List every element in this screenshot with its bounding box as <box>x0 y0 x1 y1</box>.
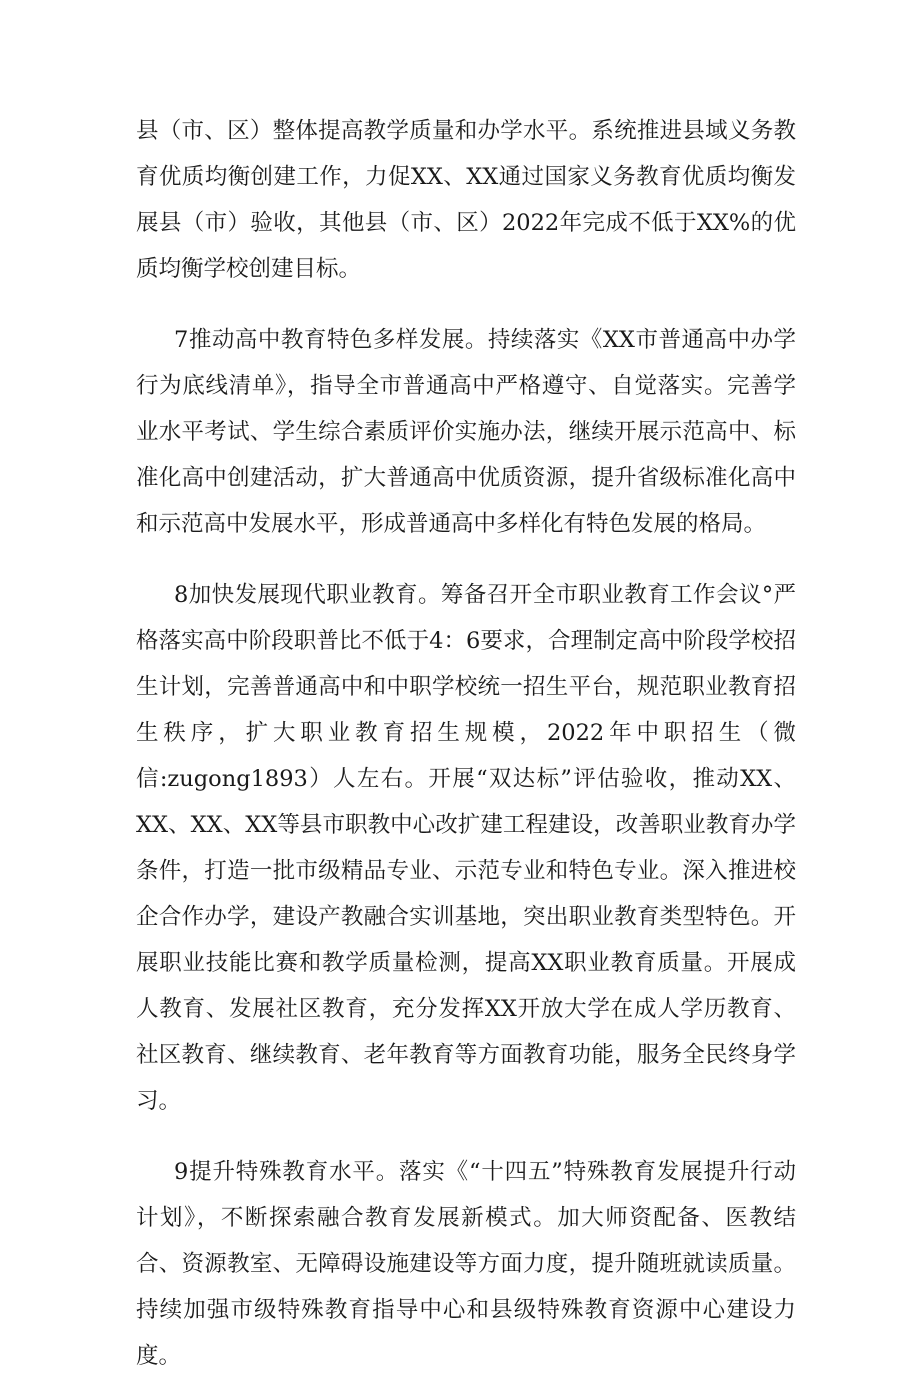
document-body <box>136 108 796 1379</box>
paragraph-item-9: 9提升特殊教育水平。落实《“十四五”特殊教育发展提升行动计划》，不断探索融合教育发展新模式。加大师资配备、医教结合、资源教室、无障碍设施建设等方面力度，提升随班就读质量。持续加强市级特殊教育指导中心和县级特殊教育资源中心建设力度。 <box>136 1159 796 1369</box>
paragraph-item-8: 8加快发展现代职业教育。筹备召开全市职业教育工作会议°严格落实高中阶段职普比不低于4：6要求，合理制定高中阶段学校招生计划，完善普通高中和中职学校统一招生平台，规范职业教育招生秩序，扩大职业教育招生规模，2022年中职招生（微信:zugong1893）人左右。开展“双达标”评估验收，推动XX、XX、XX、XX等县市职教中心改扩建工程建设，改善职业教育办学条件，打造一批市级精品专业、示范专业和特色专业。深入推进校企合作办学，建设产教融合实训基地，突出职业教育类型特色。开展职业技能比赛和教学质量检测，提高XX职业教育质量。开展成人教育、发展社区教育，充分发挥XX开放大学在成人学历教育、社区教育、继续教育、老年教育等方面教育功能，服务全民终身学习。 <box>136 582 796 1114</box>
paragraph-item-7: 7推动高中教育特色多样发展。持续落实《XX市普通高中办学行为底线清单》，指导全市普通高中严格遵守、自觉落实。完善学业水平考试、学生综合素质评价实施办法，继续开展示范高中、标准化高中创建活动，扩大普通高中优质资源，提升省级标准化高中和示范高中发展水平，形成普通高中多样化有特色发展的格局。 <box>136 327 796 537</box>
paragraph-continuation: 县（市、区）整体提高教学质量和办学水平。系统推进县域义务教育优质均衡创建工作，力促XX、XX通过国家义务教育优质均衡发展县（市）验收，其他县（市、区）2022年完成不低于XX%的优质均衡学校创建目标。 <box>136 118 796 282</box>
